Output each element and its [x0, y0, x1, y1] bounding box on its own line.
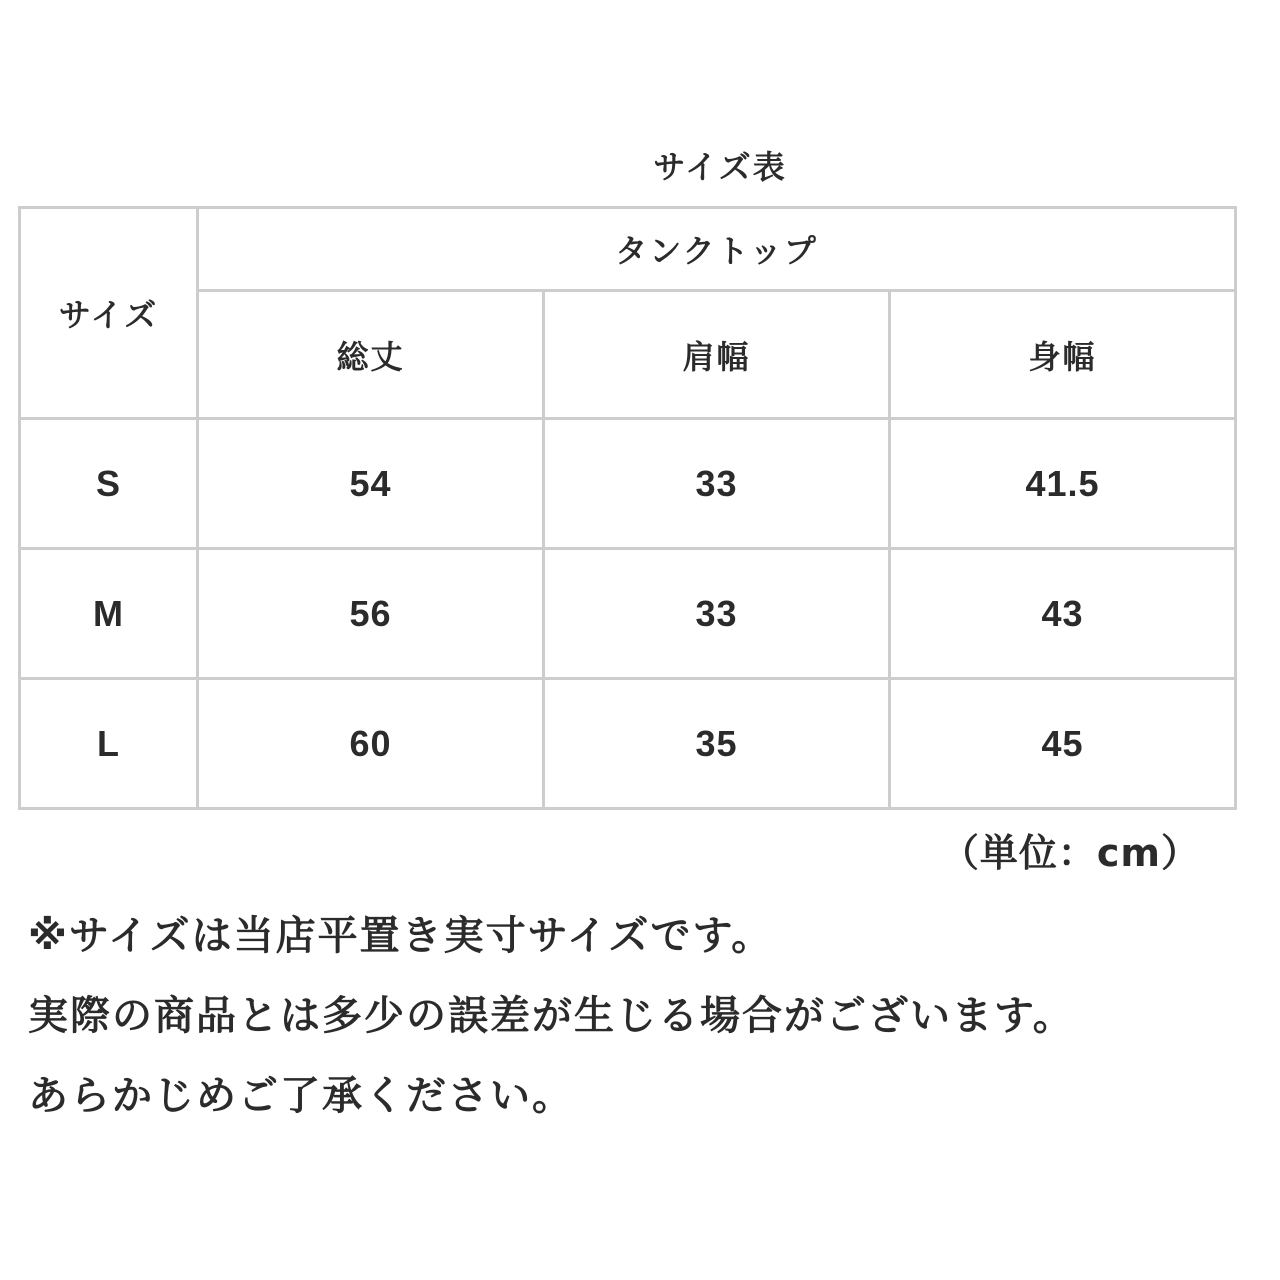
table-row	[20, 549, 1236, 679]
shoulder-width-value: 33	[544, 549, 890, 679]
note-line: ※サイズは当店平置き実寸サイズです。	[28, 913, 774, 959]
body-width-value: 45	[890, 679, 1236, 809]
table-header-row	[20, 208, 1236, 291]
total-length-value: 54	[198, 419, 544, 549]
total-length-value: 56	[198, 549, 544, 679]
body-width-value: 41.5	[890, 419, 1236, 549]
unit-note: （単位：cm）	[940, 831, 1200, 875]
column-header-total-length: 総丈	[198, 291, 544, 419]
column-header-body-width: 身幅	[890, 291, 1236, 419]
product-group-header: タンクトップ	[198, 208, 1236, 291]
table-row	[20, 419, 1236, 549]
column-header-shoulder-width: 肩幅	[544, 291, 890, 419]
size-label: S	[20, 419, 198, 549]
note-line: 実際の商品とは多少の誤差が生じる場合がございます。	[28, 993, 1075, 1039]
shoulder-width-value: 33	[544, 419, 890, 549]
size-column-header: サイズ	[20, 208, 198, 419]
size-label: M	[20, 549, 198, 679]
note-line: あらかじめご了承ください。	[28, 1073, 574, 1119]
page-title: サイズ表	[653, 148, 787, 186]
table-row	[20, 679, 1236, 809]
body-width-value: 43	[890, 549, 1236, 679]
shoulder-width-value: 35	[544, 679, 890, 809]
size-label: L	[20, 679, 198, 809]
size-table	[18, 206, 1237, 810]
notes-block	[28, 896, 1268, 1136]
total-length-value: 60	[198, 679, 544, 809]
measurement-header-row	[20, 291, 1236, 419]
